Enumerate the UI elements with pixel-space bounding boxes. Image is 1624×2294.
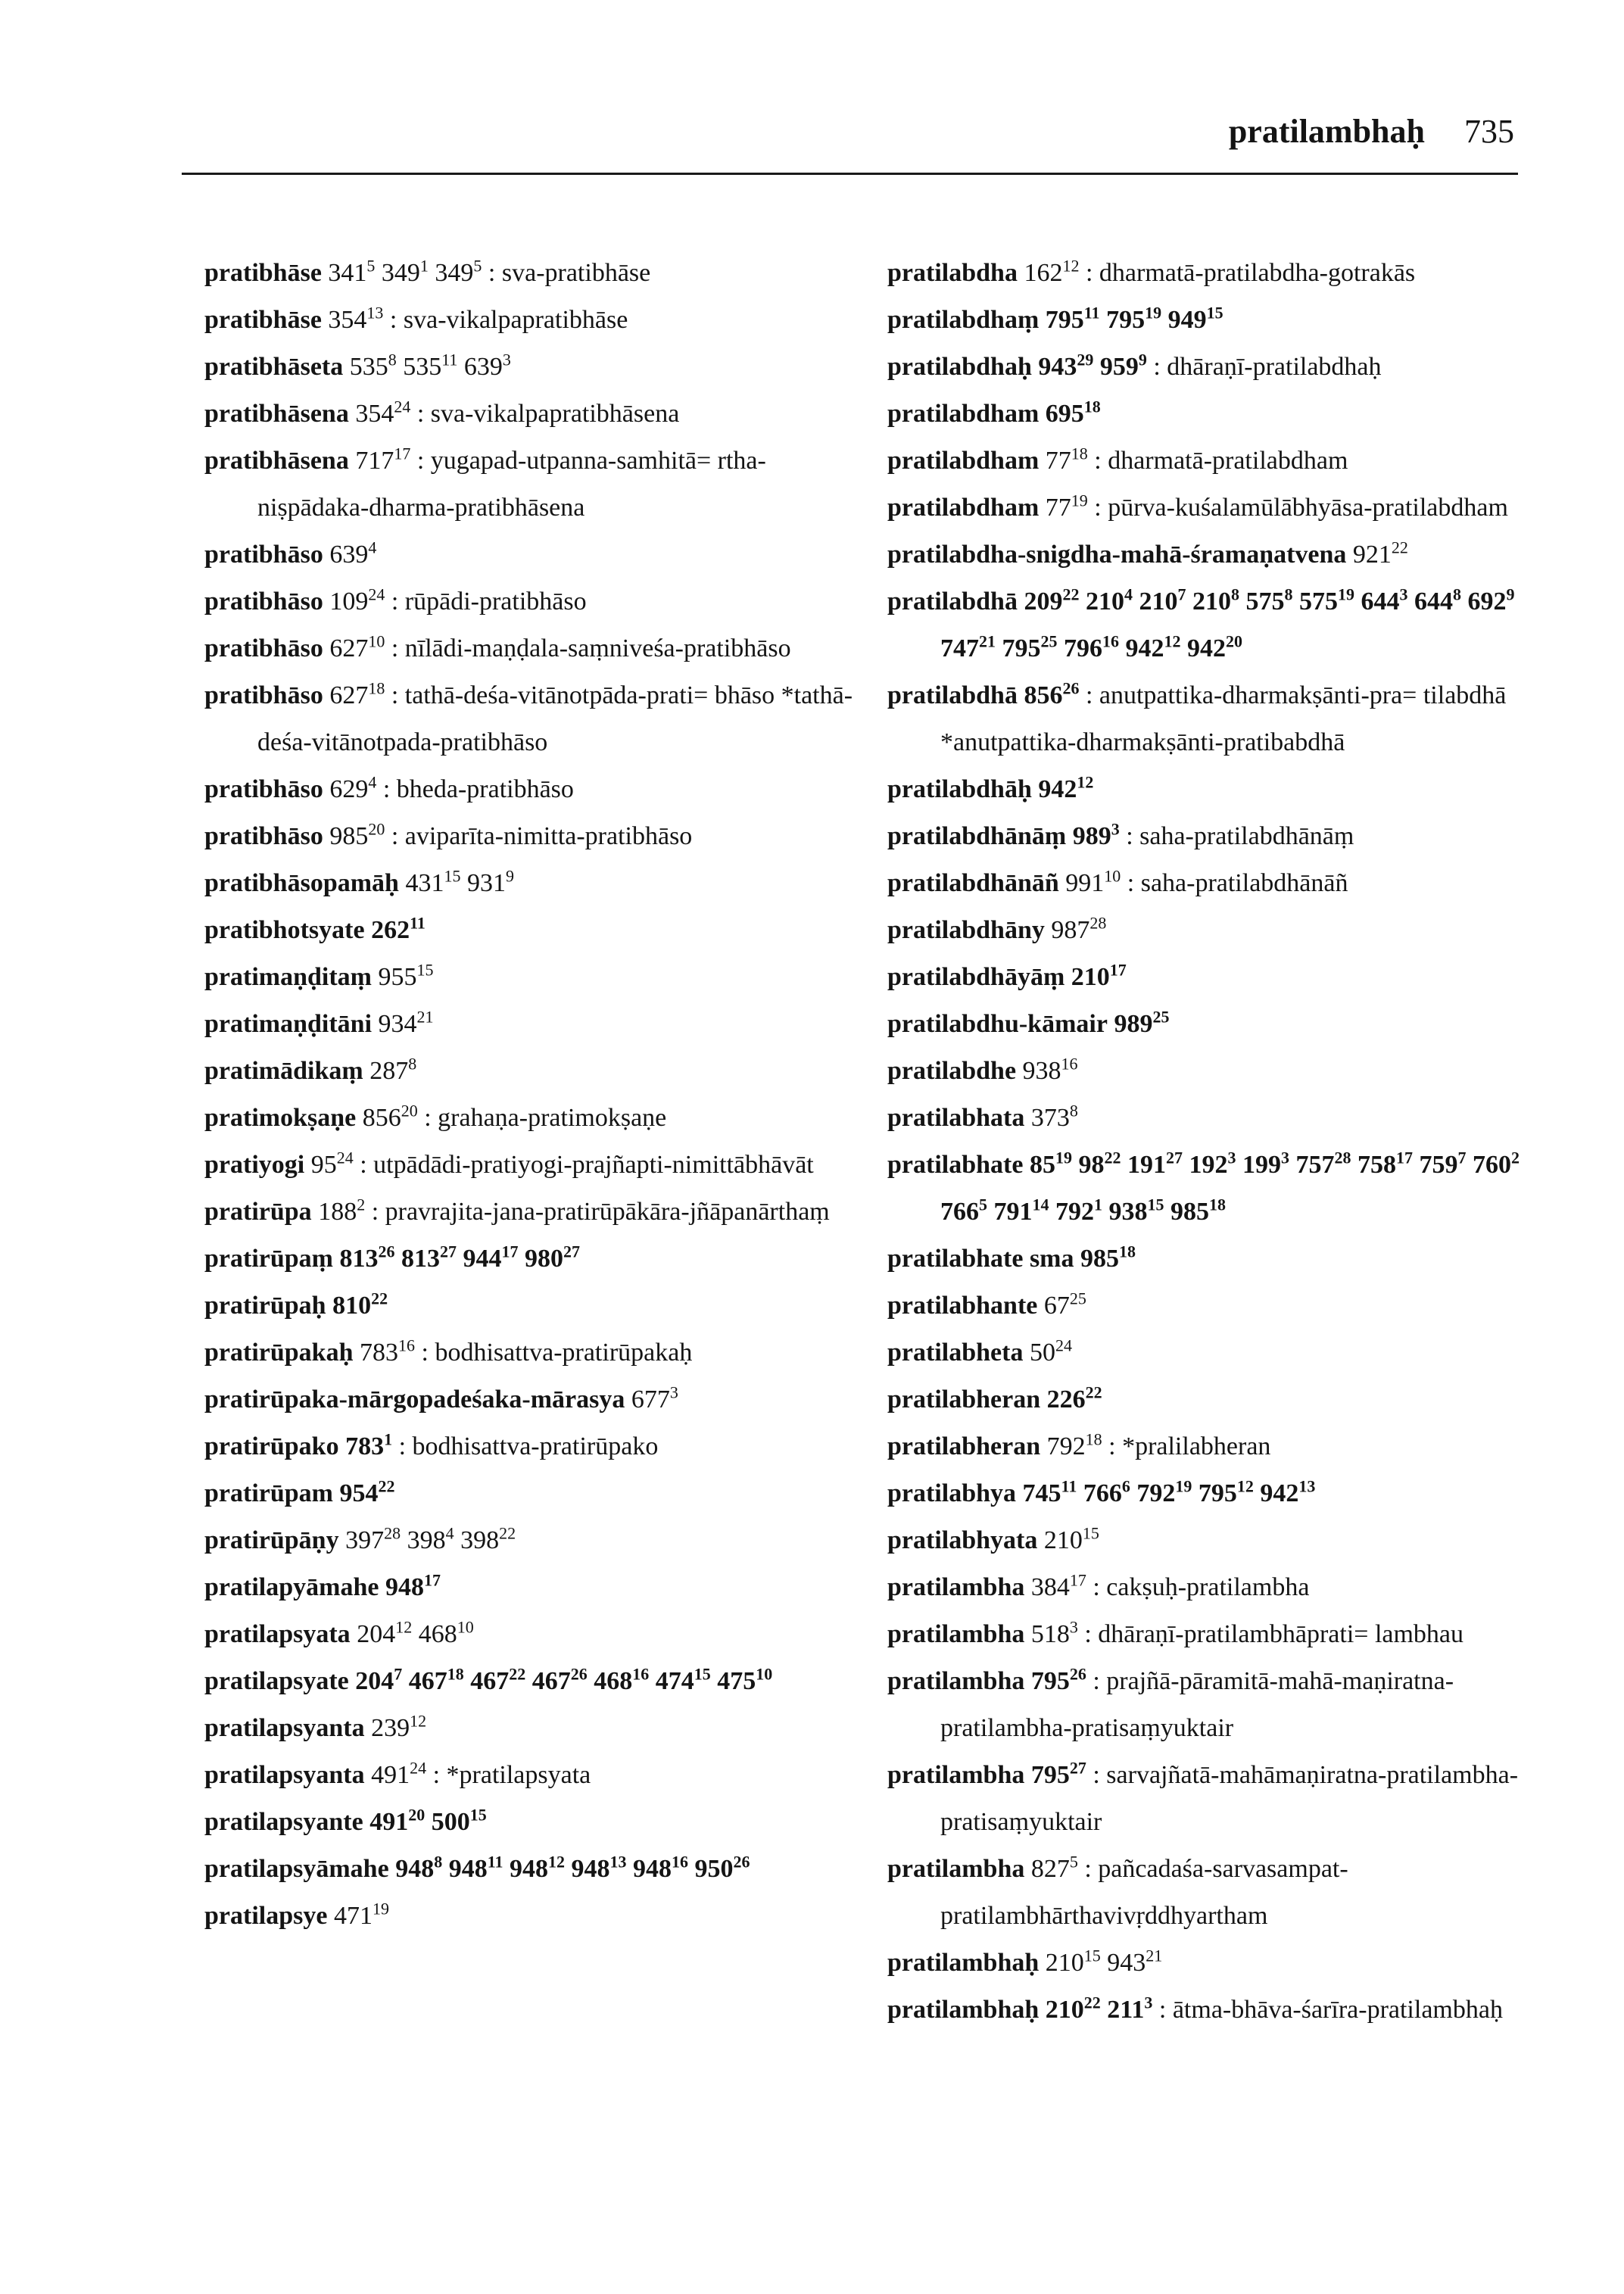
entry-note: : nīlādi-maṇḍala-saṃniveśa-pratibhāso xyxy=(391,634,791,662)
entry-term: pratilabdhāyāṃ xyxy=(887,963,1065,991)
index-entry xyxy=(887,1423,1527,1470)
entry-term: pratilabdha xyxy=(887,259,1018,287)
index-entry xyxy=(204,1329,871,1376)
entry-term: pratilambha xyxy=(887,1573,1025,1601)
entry-references: $827^5$ xyxy=(1030,1852,1078,1883)
index-entry xyxy=(204,1470,871,1517)
entry-term: pratirūpako xyxy=(204,1432,339,1460)
entry-references: $954^{22}$ xyxy=(339,1476,395,1507)
entry-term: pratilapsyanta xyxy=(204,1761,365,1789)
entry-references: $188^2$ xyxy=(318,1195,366,1226)
entry-term: pratimokṣaṇe xyxy=(204,1104,357,1132)
entry-references: $397^{28}$ $398^4$ $398^{22}$ xyxy=(345,1523,516,1554)
entry-term: pratibhotsyate xyxy=(204,916,365,944)
entry-references: $491^{20}$ $500^{15}$ xyxy=(369,1805,487,1836)
entry-note: : ātma-bhāva-śarīra-pratilambhaḥ xyxy=(1158,1996,1503,2024)
entry-references: $109^{24}$ xyxy=(329,584,385,616)
entry-references: $210^{17}$ xyxy=(1071,960,1127,991)
entry-term: pratilambha xyxy=(887,1855,1025,1883)
entry-references: $792^{18}$ xyxy=(1046,1429,1102,1460)
entry-references: $717^{17}$ xyxy=(355,444,411,475)
entry-references: $810^{22}$ xyxy=(332,1289,388,1320)
entry-term: pratilabheran xyxy=(887,1432,1041,1460)
entry-note: : dhāraṇī-pratilabdhaḥ xyxy=(1153,353,1382,381)
entry-term: pratilabhyata xyxy=(887,1526,1038,1554)
right-column xyxy=(887,250,1527,2034)
index-entry xyxy=(204,1846,871,1893)
entry-term: pratilabhata xyxy=(887,1104,1025,1132)
entry-references: $856^{20}$ xyxy=(362,1101,418,1132)
index-entry xyxy=(887,1564,1527,1611)
entry-term: pratibhāse xyxy=(204,306,322,334)
entry-term: pratilabdhe xyxy=(887,1057,1017,1085)
index-entry xyxy=(887,1658,1527,1752)
index-entry xyxy=(887,1329,1527,1376)
index-entry xyxy=(887,485,1527,531)
entry-term: pratibhāso xyxy=(204,634,323,662)
entry-references: $948^8$ $948^{11}$ $948^{12}$ $948^{13}$ $948^{16}$ $950^{26}$ xyxy=(395,1852,750,1883)
entry-references: $948^{17}$ xyxy=(385,1570,441,1601)
index-entry xyxy=(204,672,871,766)
entry-note: : bodhisattva-pratirūpakaḥ xyxy=(421,1339,693,1367)
entry-term: pratilabdhaḥ xyxy=(887,353,1032,381)
entry-term: pratirūpa xyxy=(204,1198,312,1226)
entry-references: $373^8$ xyxy=(1030,1101,1078,1132)
index-entry xyxy=(887,1987,1527,2034)
entry-references: $795^{11}$ $795^{19}$ $949^{15}$ xyxy=(1045,303,1223,334)
entry-references: $813^{26}$ $813^{27}$ $944^{17}$ $980^{27}$ xyxy=(339,1242,580,1273)
index-entry xyxy=(204,1611,871,1658)
entry-note: : sarvajñatā-mahāmaṇiratna-pratilambha-pratisaṃyuktair xyxy=(940,1761,1519,1836)
entry-references: $210^{22}$ $211^3$ xyxy=(1045,1993,1153,2024)
index-entry xyxy=(204,1752,871,1799)
index-entry xyxy=(887,813,1527,860)
entry-term: pratilabdham xyxy=(887,447,1040,475)
entry-references: $354^{13}$ xyxy=(328,303,384,334)
entry-references: $95^{24}$ xyxy=(310,1148,354,1179)
index-entry xyxy=(204,1423,871,1470)
entry-references: $943^{29}$ $959^9$ xyxy=(1038,350,1147,381)
entry-note: : pravrajita-jana-pratirūpākāra-jñāpanārthaṃ xyxy=(371,1198,830,1226)
index-entry xyxy=(204,1142,871,1189)
index-entry xyxy=(887,954,1527,1001)
index-entry xyxy=(204,1564,871,1611)
entry-note: : *pralilabheran xyxy=(1108,1432,1271,1460)
entry-note: : cakṣuḥ-pratilambha xyxy=(1093,1573,1310,1601)
entry-term: pratilabdhāḥ xyxy=(887,775,1032,803)
entry-term: pratirūpam xyxy=(204,1479,333,1507)
entry-term: pratilabdha-snigdha-mahā-śramaṇatvena xyxy=(887,541,1347,569)
index-entry xyxy=(887,297,1527,344)
entry-term: pratibhāsena xyxy=(204,447,349,475)
entry-term: pratibhāso xyxy=(204,588,323,616)
entry-references: $287^8$ xyxy=(369,1054,417,1085)
index-entry xyxy=(887,531,1527,578)
entry-term: pratilapsyāmahe xyxy=(204,1855,389,1883)
index-entry xyxy=(887,907,1527,954)
index-entry xyxy=(887,672,1527,766)
entry-term: pratirūpaka-mārgopadeśaka-mārasya xyxy=(204,1385,625,1413)
entry-references: $783^1$ xyxy=(345,1429,393,1460)
entry-note: : utpādādi-pratiyogi-prajñapti-nimittābhāvāt xyxy=(360,1151,814,1179)
page-number: 735 xyxy=(1464,113,1514,150)
index-entry xyxy=(204,1048,871,1095)
entry-note: : sva-pratibhāse xyxy=(488,259,651,287)
entry-references: $77^{18}$ xyxy=(1045,444,1088,475)
entry-term: pratimaṇḍitaṃ xyxy=(204,963,372,991)
entry-note: : dharmatā-pratilabdha-gotrakās xyxy=(1085,259,1416,287)
entry-references: $210^{15}$ $943^{21}$ xyxy=(1045,1946,1163,1977)
entry-term: pratibhāse xyxy=(204,259,322,287)
entry-term: pratibhāso xyxy=(204,541,323,569)
entry-term: pratilambha xyxy=(887,1667,1025,1695)
index-entry xyxy=(204,531,871,578)
entry-term: pratilapsyata xyxy=(204,1620,351,1648)
index-entry xyxy=(887,1846,1527,1940)
entry-note: : rūpādi-pratibhāso xyxy=(391,588,587,616)
entry-term: pratilambhaḥ xyxy=(887,1996,1040,2024)
index-entry xyxy=(204,1705,871,1752)
index-entry xyxy=(204,578,871,625)
entry-note: : pūrva-kuśalamūlābhyāsa-pratilabdham xyxy=(1094,494,1508,522)
entry-term: pratilambha xyxy=(887,1620,1025,1648)
entry-references: $989^3$ xyxy=(1072,819,1120,850)
entry-note: : aviparīta-nimitta-pratibhāso xyxy=(391,822,693,850)
header-rule xyxy=(182,173,1518,175)
entry-references: $921^{22}$ xyxy=(1352,538,1408,569)
entry-term: pratilambha xyxy=(887,1761,1025,1789)
index-entry xyxy=(887,250,1527,297)
entry-term: pratilapsyate xyxy=(204,1667,349,1695)
entry-note: : tathā-deśa-vitānotpāda-prati= bhāso *tathā-deśa-vitānotpada-pratibhāso xyxy=(257,681,853,756)
entry-note: : pañcadaśa-sarvasampat-pratilambhārthavivṛddhyartham xyxy=(940,1855,1348,1930)
index-entry xyxy=(887,1611,1527,1658)
entry-term: pratirūpāṇy xyxy=(204,1526,339,1554)
index-entry xyxy=(887,344,1527,391)
entry-term: pratilabdhaṃ xyxy=(887,306,1040,334)
entry-references: $471^{19}$ xyxy=(333,1899,389,1930)
index-entry xyxy=(887,766,1527,813)
entry-note: : sva-vikalpapratibhāse xyxy=(389,306,628,334)
entry-references: $629^4$ xyxy=(329,772,377,803)
entry-references: $639^4$ xyxy=(329,538,377,569)
entry-references: $677^3$ xyxy=(631,1382,678,1413)
index-entry xyxy=(887,1048,1527,1095)
index-entry xyxy=(204,297,871,344)
entry-references: $745^{11}$ $766^6$ $792^{19}$ $795^{12}$ $942^{13}$ xyxy=(1022,1476,1316,1507)
left-column xyxy=(204,250,871,1940)
entry-term: pratibhāsopamāḥ xyxy=(204,869,399,897)
entry-references: $431^{15}$ $931^9$ xyxy=(405,866,514,897)
entry-references: $695^{18}$ xyxy=(1045,397,1101,428)
entry-references: $934^{21}$ xyxy=(378,1007,434,1038)
entry-term: pratiyogi xyxy=(204,1151,305,1179)
entry-note: : sva-vikalpapratibhāsena xyxy=(416,400,680,428)
entry-term: pratimaṇḍitāni xyxy=(204,1010,372,1038)
entry-term: pratilapsyante xyxy=(204,1808,363,1836)
entry-note: : bheda-pratibhāso xyxy=(382,775,574,803)
entry-term: pratibhāso xyxy=(204,822,323,850)
entry-references: $384^{17}$ xyxy=(1030,1570,1086,1601)
entry-term: pratilabdhu-kāmair xyxy=(887,1010,1108,1038)
entry-term: pratibhāseta xyxy=(204,353,344,381)
entry-references: $162^{12}$ xyxy=(1024,256,1080,287)
entry-references: $795^{26}$ xyxy=(1030,1664,1086,1695)
entry-references: $50^{24}$ xyxy=(1029,1336,1072,1367)
entry-note: : grahaṇa-pratimokṣaṇe xyxy=(424,1104,667,1132)
entry-references: $942^{12}$ xyxy=(1038,772,1094,803)
entry-references: $989^{25}$ xyxy=(1114,1007,1170,1038)
entry-references: $262^{11}$ xyxy=(371,913,425,944)
index-entry xyxy=(204,1001,871,1048)
index-entry xyxy=(204,860,871,907)
entry-references: $987^{28}$ xyxy=(1051,913,1107,944)
entry-term: pratilabdham xyxy=(887,400,1040,428)
entry-note: : saha-pratilabdhānāṃ xyxy=(1126,822,1354,850)
index-entry xyxy=(887,1283,1527,1329)
entry-note: : *pratilapsyata xyxy=(432,1761,591,1789)
entry-term: pratilambhaḥ xyxy=(887,1949,1040,1977)
index-entry xyxy=(887,860,1527,907)
index-entry xyxy=(204,250,871,297)
index-entry xyxy=(887,438,1527,485)
entry-term: pratilapsyanta xyxy=(204,1714,365,1742)
index-entry xyxy=(887,1470,1527,1517)
index-entry xyxy=(887,391,1527,438)
entry-references: $204^7$ $467^{18}$ $467^{22}$ $467^{26}$ $468^{16}$ $474^{15}$ $475^{10}$ xyxy=(355,1664,773,1695)
index-entry xyxy=(204,1189,871,1236)
index-entry xyxy=(204,344,871,391)
entry-term: pratilabdhāny xyxy=(887,916,1045,944)
entry-term: pratirūpakaḥ xyxy=(204,1339,354,1367)
index-entry xyxy=(887,1236,1527,1283)
entry-term: pratilabdham xyxy=(887,494,1040,522)
index-entry xyxy=(204,1893,871,1940)
entry-term: pratilabhate xyxy=(887,1151,1024,1179)
index-entry xyxy=(887,1095,1527,1142)
entry-note: : dhāraṇī-pratilambhāprati= lambhau xyxy=(1084,1620,1464,1648)
index-entry xyxy=(204,1095,871,1142)
index-entry xyxy=(204,438,871,531)
entry-references: $491^{24}$ xyxy=(371,1758,427,1789)
entry-term: pratibhāsena xyxy=(204,400,349,428)
index-entry xyxy=(204,391,871,438)
entry-note: : prajñā-pāramitā-mahā-maṇiratna-pratilambha-pratisaṃyuktair xyxy=(940,1667,1454,1742)
index-entry xyxy=(204,1376,871,1423)
index-entry xyxy=(204,1517,871,1564)
entry-references: $795^{27}$ xyxy=(1030,1758,1086,1789)
index-entry xyxy=(887,1752,1527,1846)
entry-references: $783^{16}$ xyxy=(360,1336,415,1367)
index-entry xyxy=(204,625,871,672)
index-entry xyxy=(887,1001,1527,1048)
entry-term: pratilabheta xyxy=(887,1339,1024,1367)
running-head xyxy=(984,112,1514,151)
index-entry xyxy=(887,1142,1527,1236)
entry-term: pratilabdhānāñ xyxy=(887,869,1059,897)
entry-term: pratimādikaṃ xyxy=(204,1057,363,1085)
running-headword: pratilambhaḥ xyxy=(1228,113,1425,150)
index-entry xyxy=(204,954,871,1001)
entry-note: : dharmatā-pratilabdham xyxy=(1094,447,1348,475)
entry-term: pratilabhate sma xyxy=(887,1245,1074,1273)
entry-references: $67^{25}$ xyxy=(1043,1289,1086,1320)
entry-term: pratilabdhā xyxy=(887,588,1018,616)
index-entry xyxy=(887,578,1527,672)
entry-term: pratirūpaṃ xyxy=(204,1245,333,1273)
index-entry xyxy=(887,1517,1527,1564)
index-entry xyxy=(204,1283,871,1329)
index-entry xyxy=(204,766,871,813)
entry-note: : anutpattika-dharmakṣānti-pra= tilabdhā *anutpattika-dharmakṣānti-pratibabdhā xyxy=(940,681,1507,756)
index-entry xyxy=(204,813,871,860)
entry-term: pratilabdhānāṃ xyxy=(887,822,1067,850)
index-entry xyxy=(887,1376,1527,1423)
entry-references: $991^{10}$ xyxy=(1065,866,1121,897)
index-entry xyxy=(204,1236,871,1283)
entry-references: $210^{15}$ xyxy=(1043,1523,1099,1554)
entry-note: : bodhisattva-pratirūpako xyxy=(398,1432,659,1460)
entry-references: $239^{12}$ xyxy=(371,1711,427,1742)
entry-references: $985^{18}$ xyxy=(1080,1242,1136,1273)
entry-term: pratilabhya xyxy=(887,1479,1017,1507)
index-entry xyxy=(204,907,871,954)
entry-term: pratilabheran xyxy=(887,1385,1041,1413)
entry-term: pratibhāso xyxy=(204,775,323,803)
entry-references: $354^{24}$ xyxy=(355,397,411,428)
entry-references: $938^{16}$ xyxy=(1022,1054,1078,1085)
entry-term: pratibhāso xyxy=(204,681,323,709)
entry-term: pratilabhante xyxy=(887,1292,1038,1320)
entry-references: $204^{12}$ $468^{10}$ xyxy=(357,1617,474,1648)
entry-references: $226^{22}$ xyxy=(1046,1382,1102,1413)
entry-term: pratilabdhā xyxy=(887,681,1018,709)
entry-note: : yugapad-utpanna-samhitā= rtha-niṣpādaka-dharma-pratibhāsena xyxy=(257,447,766,522)
index-entry xyxy=(204,1799,871,1846)
entry-references: $77^{19}$ xyxy=(1045,491,1088,522)
entry-references: $209^{22}$ $210^4$ $210^7$ $210^8$ $575^8$ $575^{19}$ $644^3$ $644^8$ $692^9$ $747^{21}$ $795^{25}$ $796^{16}$ $942^{12}$ $942^{20}$ xyxy=(940,584,1515,662)
index-entry xyxy=(204,1658,871,1705)
entry-references: $341^5$ $349^1$ $349^5$ xyxy=(328,256,482,287)
entry-term: pratirūpaḥ xyxy=(204,1292,326,1320)
entry-references: $85^{19}$ $98^{22}$ $191^{27}$ $192^3$ $199^3$ $757^{28}$ $758^{17}$ $759^7$ $760^2$ $766^5$ $791^{14}$ $792^1$ $938^{15}$ $985^{18}$ xyxy=(940,1148,1520,1226)
entry-term: pratilapyāmahe xyxy=(204,1573,379,1601)
entry-note: : saha-pratilabdhānāñ xyxy=(1127,869,1348,897)
entry-references: $856^{26}$ xyxy=(1024,678,1080,709)
entry-references: $955^{15}$ xyxy=(378,960,434,991)
entry-term: pratilapsye xyxy=(204,1902,328,1930)
entry-references: $627^{18}$ xyxy=(329,678,385,709)
entry-references: $518^3$ xyxy=(1030,1617,1078,1648)
entry-references: $627^{10}$ xyxy=(329,631,385,662)
index-entry xyxy=(887,1940,1527,1987)
entry-references: $535^8$ $535^{11}$ $639^3$ xyxy=(349,350,511,381)
entry-references: $985^{20}$ xyxy=(329,819,385,850)
